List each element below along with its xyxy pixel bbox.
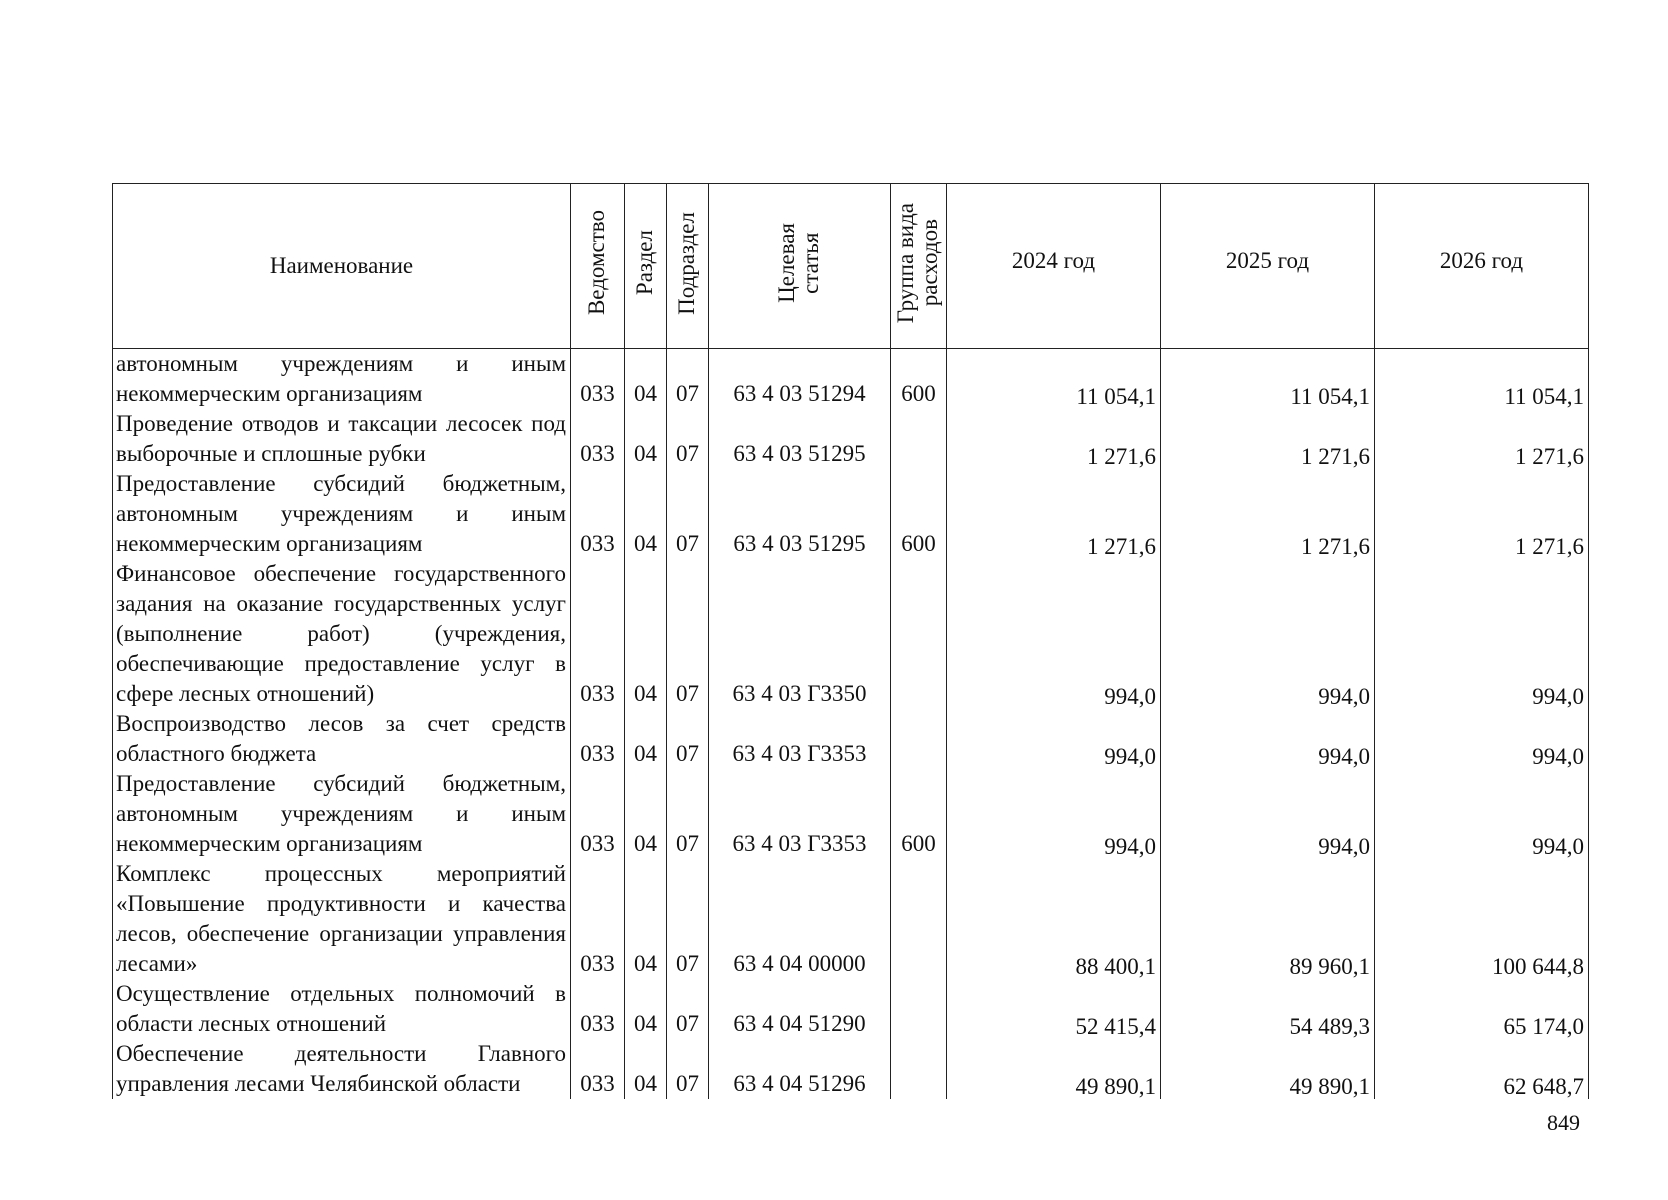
row-podrazdel: 07 <box>667 1039 709 1099</box>
row-podrazdel: 07 <box>667 559 709 709</box>
row-podrazdel: 07 <box>667 709 709 769</box>
row-razdel: 04 <box>625 859 667 979</box>
row-vedomstvo: 033 <box>571 1039 625 1099</box>
row-vedomstvo: 033 <box>571 709 625 769</box>
row-name: автономным учреждениям и иным некоммерческим организациям <box>113 349 571 410</box>
page-number: 849 <box>1547 1110 1580 1135</box>
budget-table-sheet <box>112 183 1588 1099</box>
row-celevaya-statya: 63 4 03 Г3353 <box>709 709 891 769</box>
row-podrazdel: 07 <box>667 979 709 1039</box>
row-2025: 994,0 <box>1161 709 1375 769</box>
row-gruppa <box>891 1039 947 1099</box>
row-2026: 994,0 <box>1375 709 1589 769</box>
row-vedomstvo: 033 <box>571 859 625 979</box>
row-gruppa <box>891 709 947 769</box>
row-razdel: 04 <box>625 559 667 709</box>
row-razdel: 04 <box>625 769 667 859</box>
row-2025: 89 960,1 <box>1161 859 1375 979</box>
row-gruppa: 600 <box>891 349 947 410</box>
row-podrazdel: 07 <box>667 469 709 559</box>
row-2026: 11 054,1 <box>1375 349 1589 410</box>
row-name: Обеспечение деятельности Главного управления лесами Челябинской области <box>113 1039 571 1099</box>
row-vedomstvo: 033 <box>571 559 625 709</box>
row-razdel: 04 <box>625 1039 667 1099</box>
row-podrazdel: 07 <box>667 769 709 859</box>
row-razdel: 04 <box>625 709 667 769</box>
row-2024: 11 054,1 <box>947 349 1161 410</box>
row-vedomstvo: 033 <box>571 769 625 859</box>
table-row <box>113 409 1589 469</box>
row-podrazdel: 07 <box>667 349 709 410</box>
header-celevaya-statya: Целевая статья <box>709 184 891 349</box>
table-row <box>113 979 1589 1039</box>
row-name: Предоставление субсидий бюджетным, автономным учреждениям и иным некоммерческим организациям <box>113 769 571 859</box>
row-2026: 100 644,8 <box>1375 859 1589 979</box>
table-header-row <box>113 184 1589 349</box>
table-row <box>113 769 1589 859</box>
row-celevaya-statya: 63 4 04 51290 <box>709 979 891 1039</box>
header-year-2024: 2024 год <box>947 184 1161 349</box>
row-celevaya-statya: 63 4 03 Г3350 <box>709 559 891 709</box>
row-razdel: 04 <box>625 979 667 1039</box>
row-celevaya-statya: 63 4 03 51294 <box>709 349 891 410</box>
row-2024: 994,0 <box>947 559 1161 709</box>
row-2024: 994,0 <box>947 769 1161 859</box>
row-gruppa: 600 <box>891 769 947 859</box>
row-2025: 11 054,1 <box>1161 349 1375 410</box>
row-vedomstvo: 033 <box>571 469 625 559</box>
row-gruppa <box>891 559 947 709</box>
row-2025: 1 271,6 <box>1161 469 1375 559</box>
row-celevaya-statya: 63 4 04 51296 <box>709 1039 891 1099</box>
table-row <box>113 1039 1589 1099</box>
row-celevaya-statya: 63 4 03 51295 <box>709 409 891 469</box>
header-year-2026: 2026 год <box>1375 184 1589 349</box>
row-razdel: 04 <box>625 349 667 410</box>
row-2024: 49 890,1 <box>947 1039 1161 1099</box>
row-2024: 994,0 <box>947 709 1161 769</box>
row-2026: 65 174,0 <box>1375 979 1589 1039</box>
row-gruppa: 600 <box>891 469 947 559</box>
row-2026: 62 648,7 <box>1375 1039 1589 1099</box>
row-vedomstvo: 033 <box>571 979 625 1039</box>
row-gruppa <box>891 979 947 1039</box>
row-name: Финансовое обеспечение государственного задания на оказание государственных услуг (выполнение работ) (учреждения, обеспечивающие предоставление услуг в сфере лесных отношений) <box>113 559 571 709</box>
row-vedomstvo: 033 <box>571 349 625 410</box>
header-year-2025: 2025 год <box>1161 184 1375 349</box>
row-2024: 88 400,1 <box>947 859 1161 979</box>
row-2025: 994,0 <box>1161 769 1375 859</box>
header-name: Наименование <box>113 184 571 349</box>
budget-table <box>112 183 1589 1099</box>
header-podrazdel: Подраздел <box>667 184 709 349</box>
header-vedomstvo: Ведомство <box>571 184 625 349</box>
row-2025: 994,0 <box>1161 559 1375 709</box>
row-razdel: 04 <box>625 409 667 469</box>
row-gruppa <box>891 409 947 469</box>
row-podrazdel: 07 <box>667 859 709 979</box>
row-name: Комплекс процессных мероприятий «Повышение продуктивности и качества лесов, обеспечение организации управления лесами» <box>113 859 571 979</box>
row-2025: 54 489,3 <box>1161 979 1375 1039</box>
row-2024: 1 271,6 <box>947 469 1161 559</box>
row-2026: 1 271,6 <box>1375 469 1589 559</box>
row-2025: 1 271,6 <box>1161 409 1375 469</box>
row-vedomstvo: 033 <box>571 409 625 469</box>
row-2026: 994,0 <box>1375 769 1589 859</box>
row-2025: 49 890,1 <box>1161 1039 1375 1099</box>
row-celevaya-statya: 63 4 04 00000 <box>709 859 891 979</box>
row-name: Предоставление субсидий бюджетным, автономным учреждениям и иным некоммерческим организациям <box>113 469 571 559</box>
row-podrazdel: 07 <box>667 409 709 469</box>
row-gruppa <box>891 859 947 979</box>
row-razdel: 04 <box>625 469 667 559</box>
header-gruppa-vida-rashodov: Группа вида расходов <box>891 184 947 349</box>
table-row <box>113 469 1589 559</box>
table-row <box>113 349 1589 410</box>
row-name: Проведение отводов и таксации лесосек под выборочные и сплошные рубки <box>113 409 571 469</box>
row-celevaya-statya: 63 4 03 51295 <box>709 469 891 559</box>
row-2024: 1 271,6 <box>947 409 1161 469</box>
table-row <box>113 859 1589 979</box>
row-name: Воспроизводство лесов за счет средств областного бюджета <box>113 709 571 769</box>
row-celevaya-statya: 63 4 03 Г3353 <box>709 769 891 859</box>
header-razdel: Раздел <box>625 184 667 349</box>
row-2026: 1 271,6 <box>1375 409 1589 469</box>
row-name: Осуществление отдельных полномочий в области лесных отношений <box>113 979 571 1039</box>
table-row <box>113 559 1589 709</box>
row-2026: 994,0 <box>1375 559 1589 709</box>
table-row <box>113 709 1589 769</box>
row-2024: 52 415,4 <box>947 979 1161 1039</box>
